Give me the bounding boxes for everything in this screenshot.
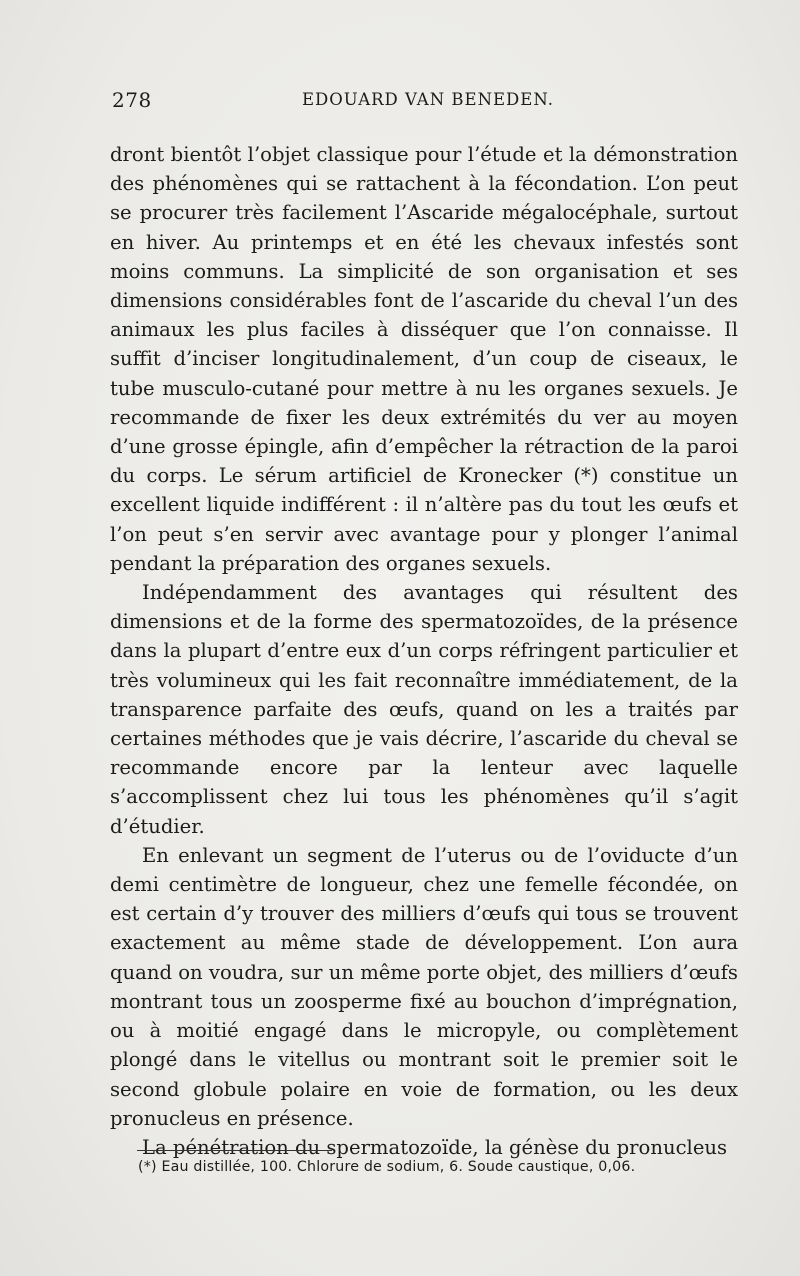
footnote: (*) Eau distillée, 100. Chlorure de sodium, 6. Soude caustique, 0,06.	[138, 1159, 636, 1175]
page-number: 278	[112, 88, 152, 112]
page-header	[112, 88, 738, 118]
footnote-rule	[137, 1150, 332, 1151]
body-text	[110, 140, 738, 1162]
paragraph-truncated: La pénétration du spermatozoïde, la génèse du pronucleus	[142, 1135, 728, 1159]
paragraph: En enlevant un segment de l’uterus ou de l’oviducte d’un demi centimètre de longueur, chez une femelle fécondée, on est certain d’y trouver des milliers d’œufs qui tous se trouvent exactement au même stade de développement. L’on aura quand on voudra, sur un même porte objet, des milliers d’œufs montrant tous un zoosperme fixé au bouchon d’imprégnation, ou à moitié engagé dans le micropyle, ou complètement plongé dans le vitellus ou montrant soit le premier soit le second globule polaire en voie de formation, ou les deux pronucleus en présence.	[110, 843, 738, 1130]
paragraph: Indépendamment des avantages qui résultent des dimensions et de la forme des spermatozoïdes, de la présence dans la plupart d’entre eux d’un corps réfringent particulier et très volumineux qui les fait reconnaître immédiatement, de la transparence parfaite des œufs, quand on les a traités par certaines méthodes que je vais décrire, l’ascaride du cheval se recommande encore par la lenteur avec laquelle s’accomplissent chez lui tous les phénomènes qu’il s’agit d’étudier.	[110, 581, 738, 838]
paragraph-continued: dront bientôt l’objet classique pour l’étude et la démonstration des phénomènes qui se rattachent à la fécondation. L’on peut se procurer très facilement l’Ascaride mégalocéphale, surtout en hiver. Au printemps et en été les chevaux infestés sont moins communs. La simplicité de son organisation et ses dimensions considérables font de l’ascaride du cheval l’un des animaux les plus faciles à disséquer que l’on connaisse. Il suffit d’inciser longitudinalement, d’un coup de ciseaux, le tube musculo-cutané pour mettre à nu les organes sexuels. Je recommande de fixer les deux extrémités du ver au moyen d’une grosse épingle, afin d’empêcher la rétraction de la paroi du corps. Le sérum artificiel de Kronecker (*) constitue un excellent liquide indifférent : il n’altère pas du tout les œufs et l’on peut s’en servir avec avantage pour y plonger l’animal pendant la préparation des organes sexuels.	[110, 143, 738, 575]
running-title: EDOUARD VAN BENEDEN.	[302, 90, 554, 109]
